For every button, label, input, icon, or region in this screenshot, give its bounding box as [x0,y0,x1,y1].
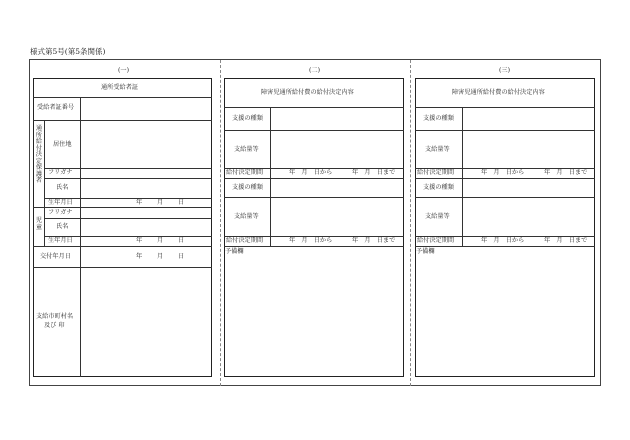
child-furigana-field[interactable] [81,208,211,217]
municipality-label-line2: 及び 印 [44,322,65,329]
support-type-label-3b: 支援の種類 [423,184,454,191]
remarks-field-2[interactable] [225,247,403,376]
child-name-field[interactable] [81,219,211,235]
address-field[interactable] [81,121,211,167]
period-label-3a: 給付決定期間 [417,169,455,176]
period-to-3a: 年 月 日まで [544,169,588,176]
guardian-name-field[interactable] [81,179,211,197]
period-to-2a: 年 月 日まで [352,169,396,176]
support-type-label-2b: 支援の種類 [232,184,263,191]
supply-amount-field-2b[interactable] [271,198,403,235]
period-from-2a: 年 月 日から [289,169,333,176]
period-label-3b: 給付決定期間 [417,237,455,244]
issue-date-month: 月 [157,253,164,260]
remarks-label-2: 予備欄 [225,248,244,255]
supply-amount-label-3a: 支給量等 [425,146,450,153]
panel-label-2: (二) [309,67,321,74]
municipality-label-line1: 支給市町村名 [36,313,74,320]
supply-amount-field-3b[interactable] [463,198,594,235]
period-label-2a: 給付決定期間 [226,169,264,176]
address-label: 居住地 [53,141,72,148]
panel-label-3: (三) [499,67,511,74]
supply-amount-field-2a[interactable] [271,131,403,167]
child-group-label: 児童 [35,217,43,231]
municipality-seal-field[interactable] [81,268,211,376]
supply-amount-field-3a[interactable] [463,131,594,167]
fold-line-2 [410,60,411,386]
child-birth-day: 日 [178,237,185,244]
child-birth-year: 年 [136,237,143,244]
guardian-furigana-label: フリガナ [48,169,73,176]
support-type-field-3b[interactable] [463,179,594,196]
guardian-name-label: 氏名 [56,184,69,191]
certificate-title: 通所受給者証 [101,84,139,91]
issue-date-label: 交付年月日 [40,253,71,260]
guardian-birth-label: 生年月日 [48,199,73,206]
support-type-field-2a[interactable] [271,108,403,129]
form-number: 様式第5号(第5条関係) [30,47,106,56]
remarks-field-3[interactable] [416,247,594,376]
child-birth-month: 月 [157,237,164,244]
guardian-group-label: 通所給付決定保護者 [35,125,43,184]
panel-label-1: (一) [118,67,130,74]
period-to-2b: 年 月 日まで [352,237,396,244]
guardian-furigana-field[interactable] [81,169,211,177]
guardian-birth-month: 月 [157,199,164,206]
period-from-3a: 年 月 日から [481,169,525,176]
period-to-3b: 年 月 日まで [544,237,588,244]
recipient-number-label: 受給者証番号 [37,104,75,111]
support-type-field-3a[interactable] [463,108,594,129]
child-furigana-label: フリガナ [48,209,73,216]
recipient-number-field[interactable] [81,98,211,119]
period-from-2b: 年 月 日から [289,237,333,244]
supply-amount-label-3b: 支給量等 [425,213,450,220]
fold-line-1 [220,60,221,386]
issue-date-day: 日 [178,253,185,260]
support-type-label-2a: 支援の種類 [232,115,263,122]
support-type-label-3a: 支援の種類 [423,115,454,122]
guardian-birth-year: 年 [136,199,143,206]
supply-amount-label-2a: 支給量等 [234,146,259,153]
decision-title-3: 障害児通所給付費の給付決定内容 [452,89,545,96]
remarks-label-3: 予備欄 [416,248,435,255]
child-name-label: 氏名 [56,223,69,230]
supply-amount-label-2b: 支給量等 [234,213,259,220]
decision-title-2: 障害児通所給付費の給付決定内容 [261,89,354,96]
period-label-2b: 給付決定期間 [226,237,264,244]
period-from-3b: 年 月 日から [481,237,525,244]
support-type-field-2b[interactable] [271,179,403,196]
child-birth-label: 生年月日 [48,237,73,244]
guardian-birth-day: 日 [178,199,185,206]
issue-date-year: 年 [136,253,143,260]
